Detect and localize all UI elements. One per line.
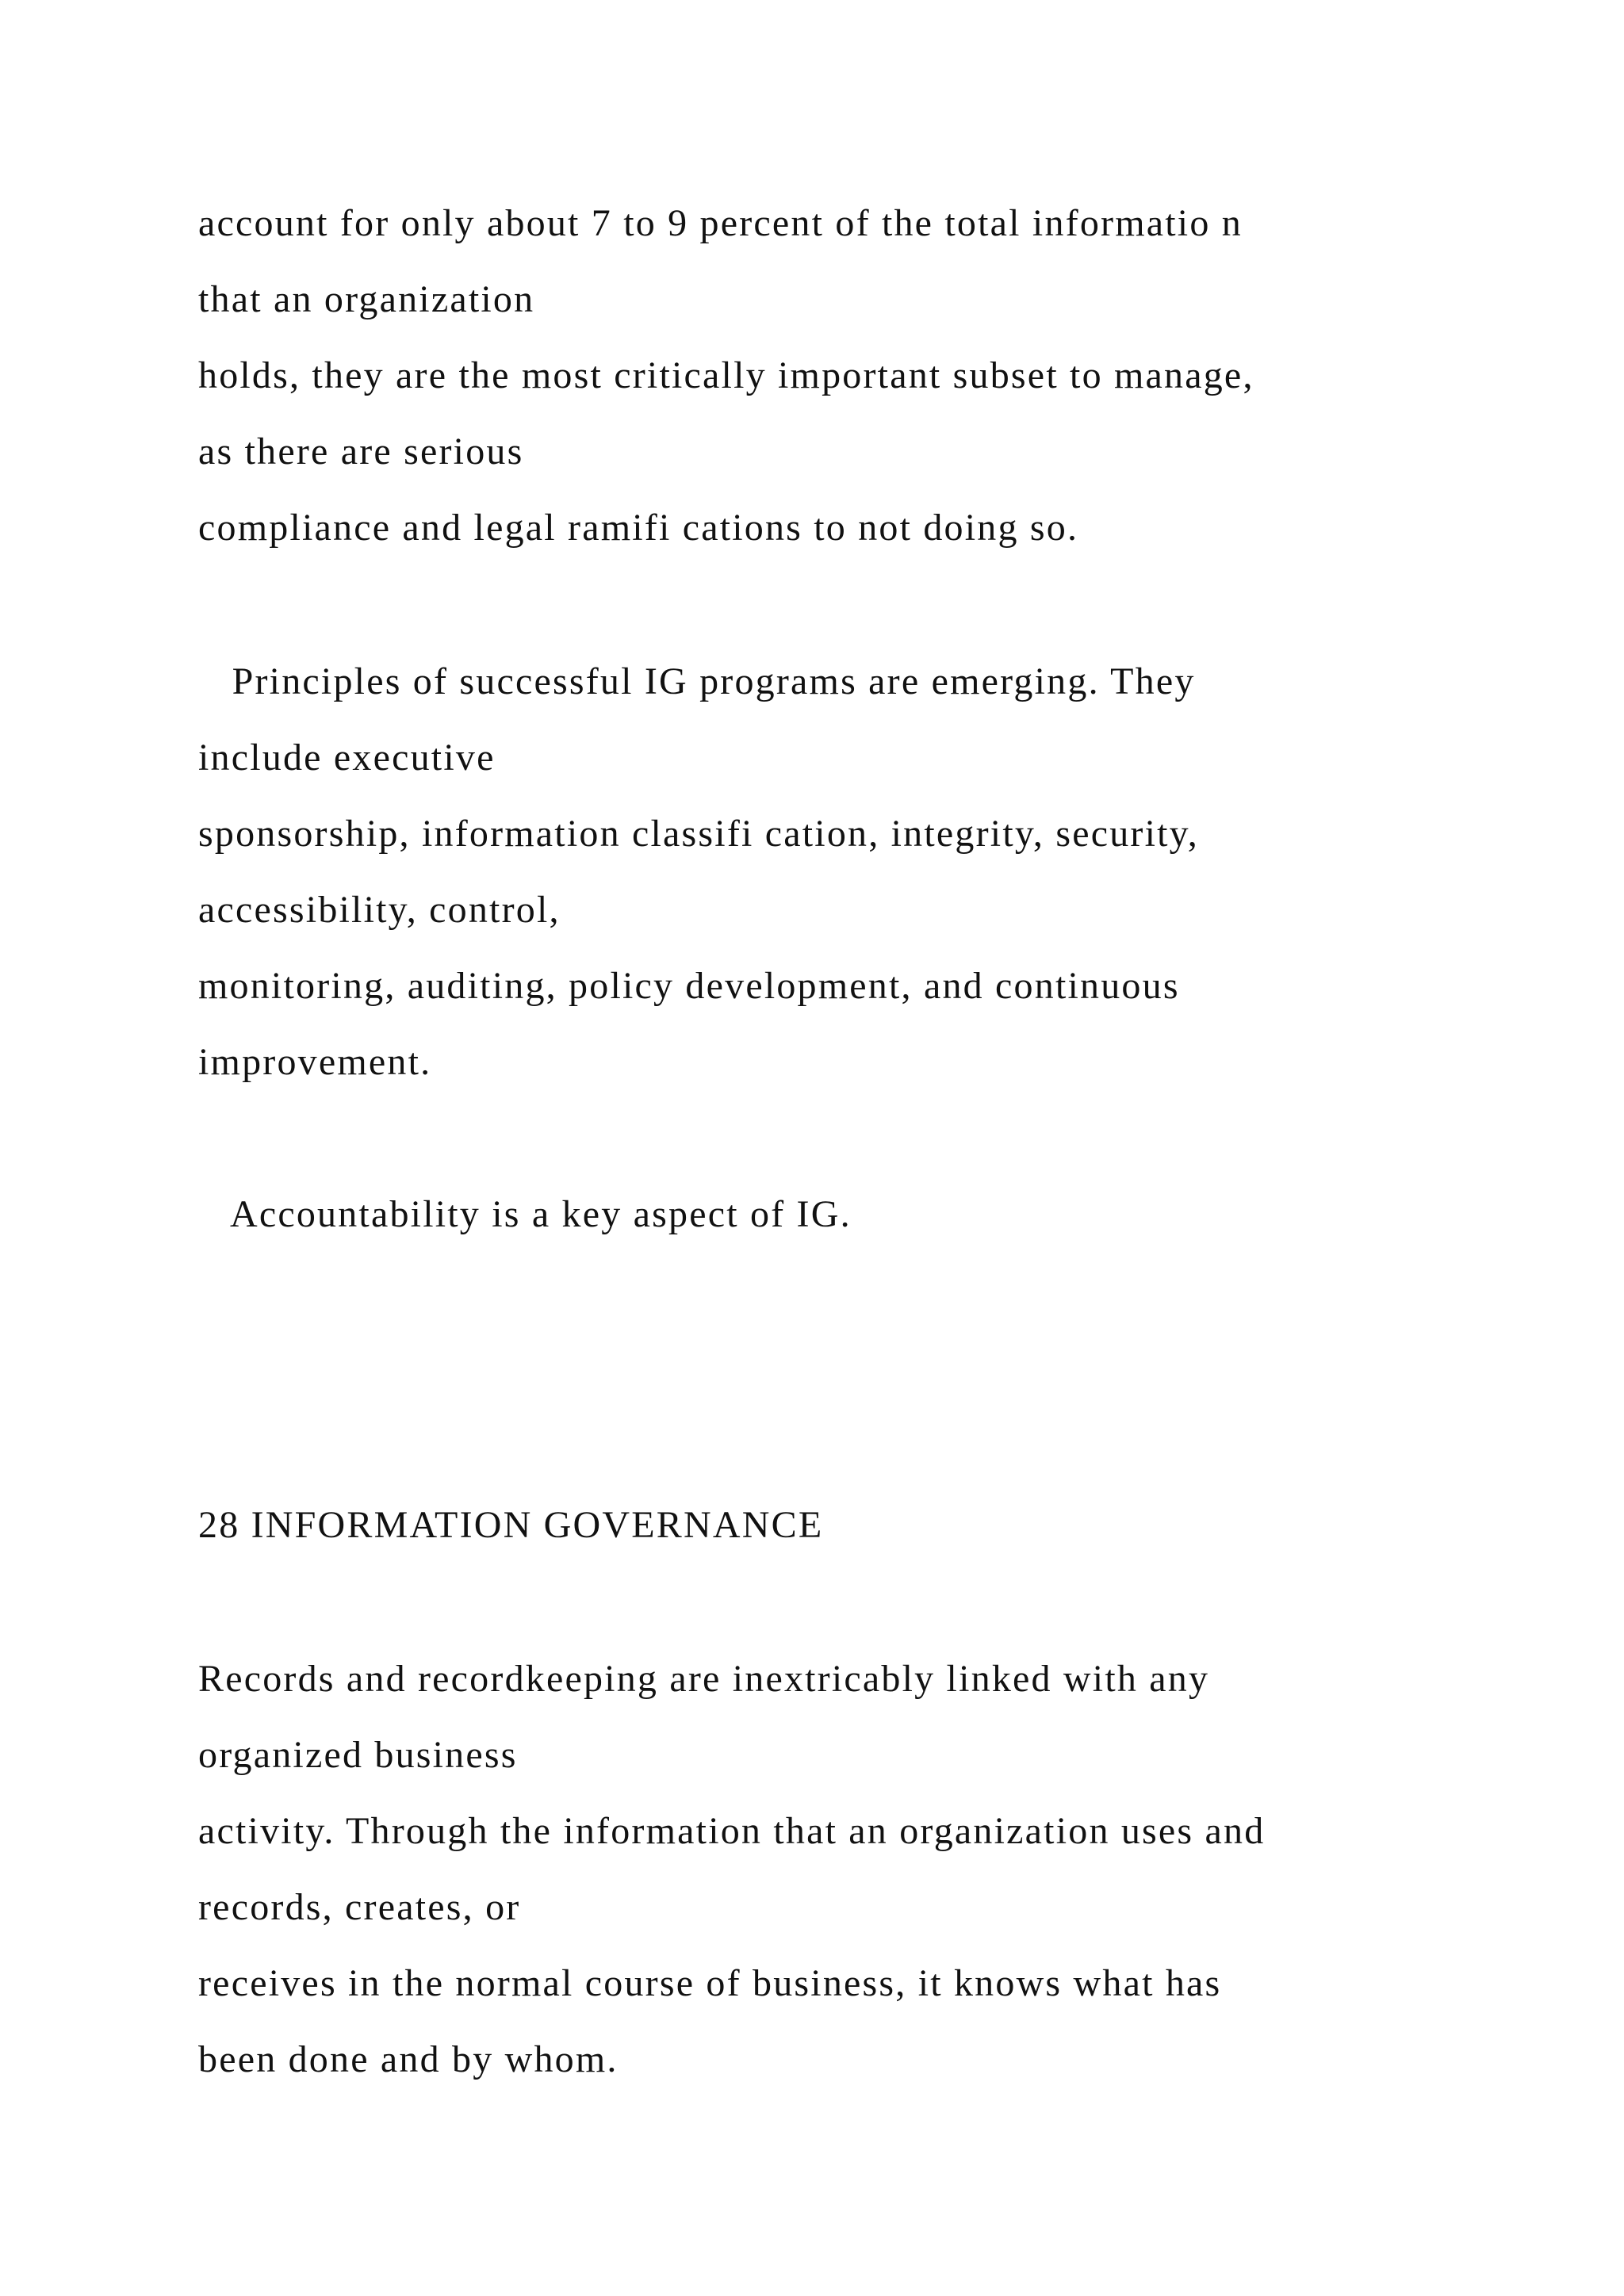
- text-line: include executive: [198, 737, 496, 779]
- text-line: receives in the normal course of business, it knows what has: [198, 1962, 1222, 2004]
- running-header: 28 INFORMATION GOVERNANCE: [198, 1504, 824, 1546]
- text-line: accessibility, control,: [198, 889, 561, 931]
- text-line: Records and recordkeeping are inextricably linked with any: [198, 1658, 1210, 1700]
- text-line: compliance and legal ramifi cations to not doing so.: [198, 507, 1079, 549]
- text-line: organized business: [198, 1734, 518, 1776]
- text-line: Accountability is a key aspect of IG.: [198, 1193, 852, 1235]
- text-line: records, creates, or: [198, 1886, 521, 1928]
- text-line: sponsorship, information classifi cation, integrity, security,: [198, 813, 1199, 855]
- text-line: Principles of successful IG programs are emerging. They: [198, 660, 1196, 702]
- text-line: as there are serious: [198, 430, 524, 473]
- text-line: holds, they are the most critically important subset to manage,: [198, 354, 1254, 396]
- text-line: monitoring, auditing, policy development, and continuous: [198, 965, 1180, 1007]
- text-line: account for only about 7 to 9 percent of the total informatio n: [198, 202, 1243, 244]
- text-line: been done and by whom.: [198, 2038, 619, 2080]
- text-line: improvement.: [198, 1041, 432, 1083]
- text-line: activity. Through the information that an organization uses and: [198, 1810, 1266, 1852]
- text-line: that an organization: [198, 278, 535, 320]
